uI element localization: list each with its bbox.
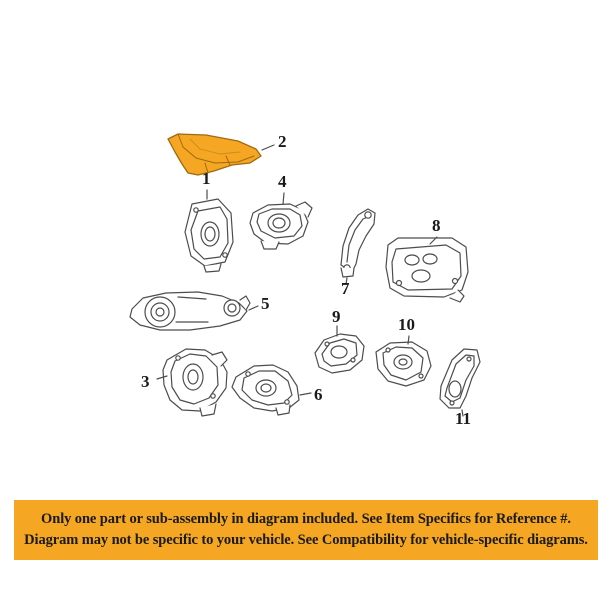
callout-3: 3 — [141, 372, 150, 391]
callout-9: 9 — [332, 307, 341, 326]
leader-2 — [262, 145, 274, 150]
part-3-shape — [163, 349, 227, 416]
callout-4: 4 — [278, 172, 287, 191]
part-7-shape — [341, 209, 375, 277]
callout-1: 1 — [202, 169, 211, 188]
leader-6 — [300, 393, 311, 395]
part-6-shape — [232, 365, 299, 415]
part-5-shape — [130, 292, 250, 330]
part-4-shape — [250, 202, 312, 249]
callout-5: 5 — [261, 294, 270, 313]
leader-4 — [283, 193, 284, 204]
leader-5 — [249, 306, 258, 310]
callout-10: 10 — [398, 315, 415, 334]
callout-2: 2 — [278, 132, 287, 151]
part-1-shape — [185, 199, 233, 272]
callout-6: 6 — [314, 385, 323, 404]
part-2-shape — [168, 134, 261, 175]
part-10-shape — [376, 342, 431, 386]
callout-8: 8 — [432, 216, 441, 235]
disclaimer-banner — [14, 500, 598, 560]
part-8-shape — [386, 238, 468, 302]
disclaimer-line-1: Only one part or sub-assembly in diagram included. See Item Specifics for Reference #. — [41, 510, 571, 527]
callout-7: 7 — [341, 279, 350, 298]
part-11-shape — [440, 349, 480, 408]
callout-11: 11 — [455, 409, 472, 428]
part-9-shape — [315, 334, 364, 373]
disclaimer-line-2: Diagram may not be specific to your vehicle. See Compatibility for vehicle-specific diagrams. — [24, 532, 588, 548]
